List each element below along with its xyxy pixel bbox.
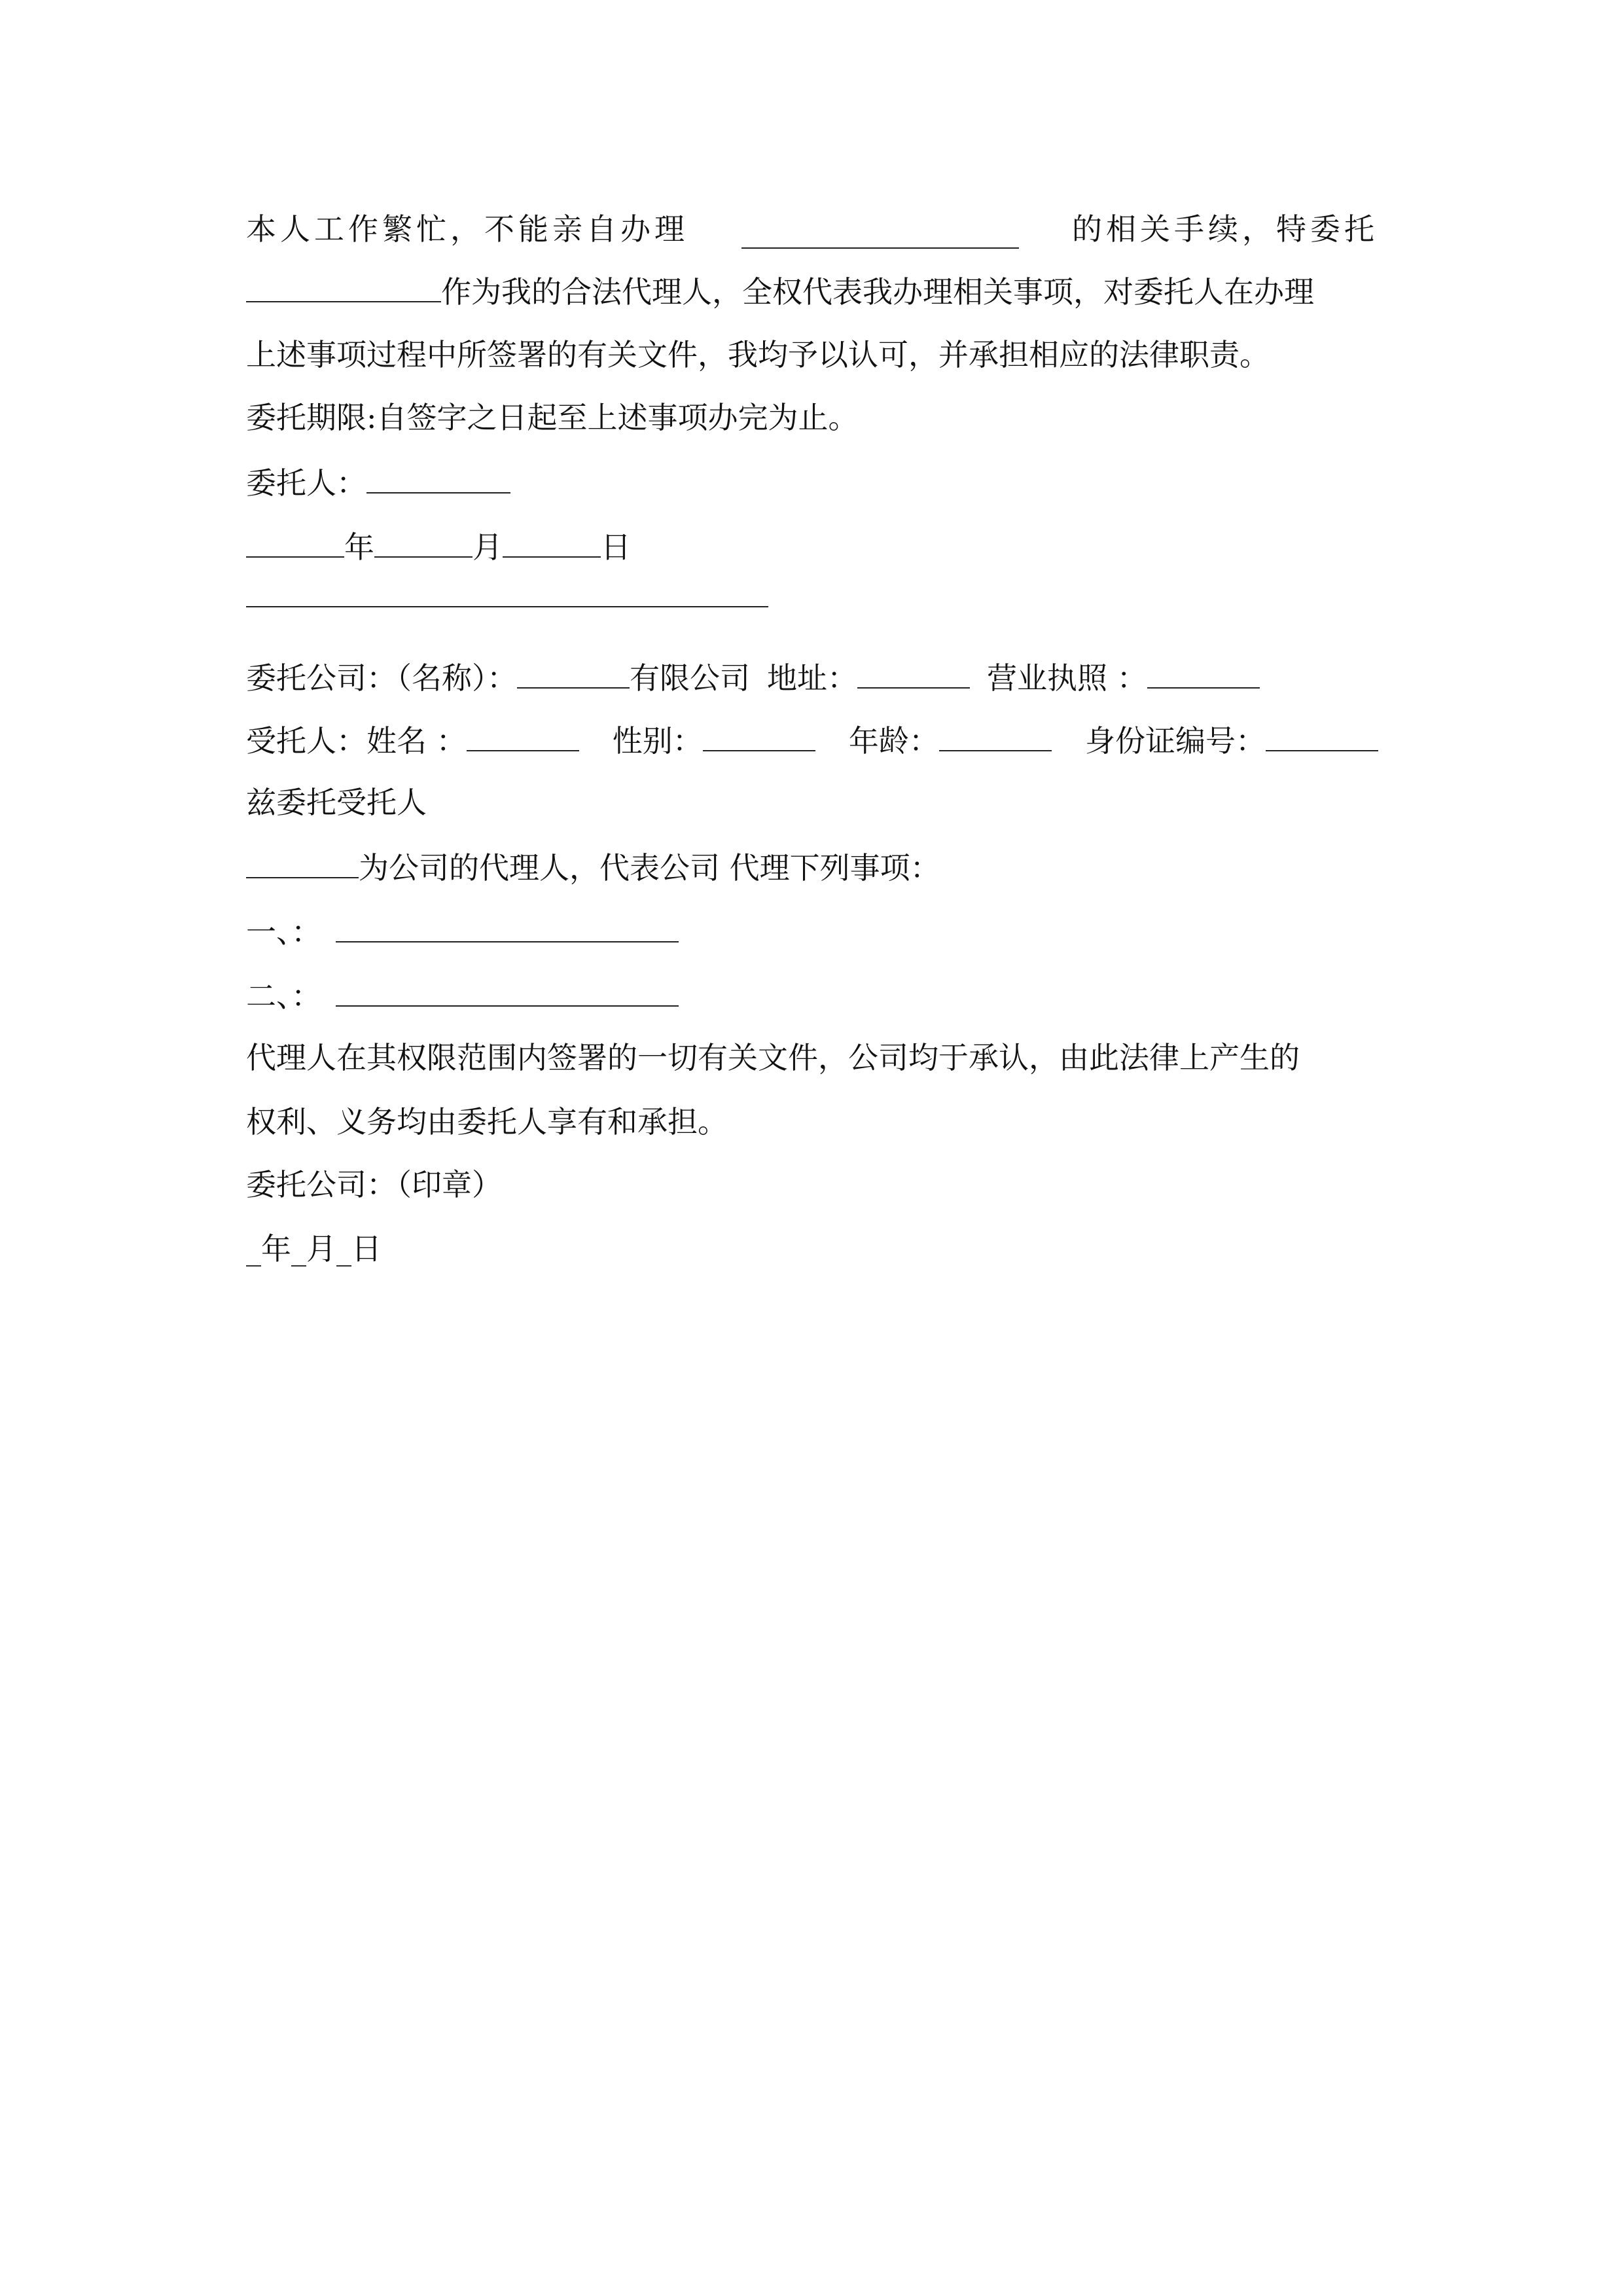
paragraph-line-2 [246,271,1314,312]
matter-blank[interactable] [741,217,1019,249]
text-hereby: 兹委托受托人 [246,785,427,820]
address-blank[interactable] [857,657,970,689]
text-procedures: 的相关手续，特委托 [1072,211,1378,247]
item-2-line [246,975,679,1016]
day-blank[interactable] [503,526,601,558]
paragraph-line-1 [246,209,1378,249]
address-label: 地址： [767,660,857,696]
item-1-line [246,911,679,952]
item-2-label: 二、： [246,978,321,1014]
item-1-blank[interactable] [336,911,679,942]
principal-line [246,462,510,503]
month-label: 月 [473,529,503,565]
agent-name-field-blank[interactable] [467,720,579,751]
license-label: 营业执照 ： [987,660,1147,696]
authority-line-2 [246,1102,728,1141]
text-busy: 本人工作繁忙，不能亲自办理 [246,211,688,247]
section-divider [246,606,768,607]
seal-label: 委托公司：（印章） [246,1167,502,1202]
text-term: 委托期限:自签字之日起至上述事项办完为止。 [246,400,859,435]
company-name-label: 委托公司：（名称）： [246,660,517,696]
final-date-line [246,1229,382,1268]
month-blank[interactable] [374,526,473,558]
age-label: 年龄： [848,723,939,759]
final-date: _年_月_日 [246,1231,382,1266]
id-number-blank[interactable] [1266,720,1378,751]
text-authority-2: 权利、义务均由委托人享有和承担。 [246,1104,728,1139]
license-blank[interactable] [1147,657,1260,689]
term-line [246,398,859,437]
authority-line-1 [246,1038,1300,1077]
company-name-blank[interactable] [517,657,630,689]
company-info-line [246,657,1260,698]
agent-name-label: 受托人：姓名 ： [246,723,467,759]
gender-blank[interactable] [703,720,815,751]
day-label: 日 [601,529,631,565]
item-1-label: 一、： [246,914,321,950]
principal-blank[interactable] [366,462,510,493]
company-agent-blank[interactable] [246,847,359,878]
id-number-label: 身份证编号： [1085,723,1266,759]
text-approval: 上述事项过程中所签署的有关文件，我均予以认可，并承担相应的法律职责。 [246,337,1270,372]
agent-info-line [246,720,1378,761]
text-as-agent: 为公司的代理人，代表公司 代理下列事项： [359,850,940,886]
year-label: 年 [344,529,374,565]
gender-label: 性别： [612,723,703,759]
as-agent-line [246,847,940,888]
item-2-blank[interactable] [336,975,679,1007]
age-blank[interactable] [939,720,1052,751]
company-ltd-label: 有限公司 [630,660,750,696]
year-blank[interactable] [246,526,344,558]
agent-name-blank[interactable] [246,271,441,302]
principal-label: 委托人： [246,465,366,501]
paragraph-line-3 [246,335,1270,374]
hereby-line [246,783,427,822]
text-authority-1: 代理人在其权限范围内签署的一切有关文件，公司均于承认，由此法律上产生的 [246,1040,1300,1075]
date-line [246,526,631,567]
seal-line [246,1165,502,1204]
text-legal-agent: 作为我的合法代理人，全权代表我办理相关事项，对委托人在办理 [441,274,1314,310]
